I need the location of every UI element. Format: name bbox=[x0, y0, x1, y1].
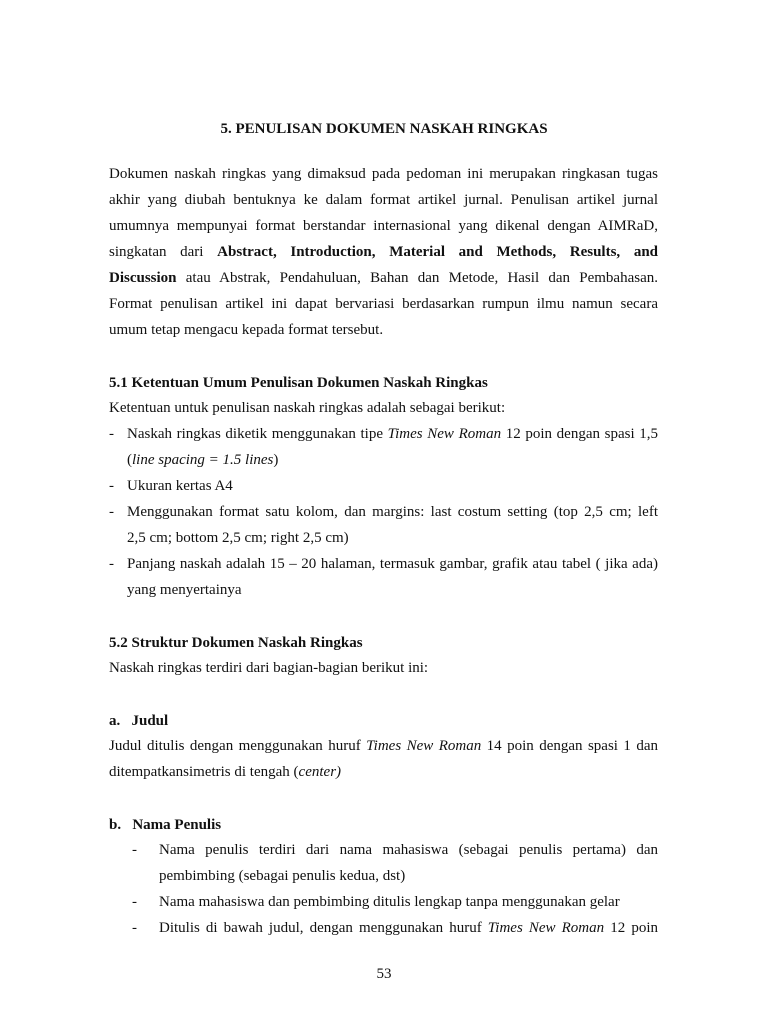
intro-line bbox=[109, 268, 658, 288]
bullet-dash: - bbox=[132, 894, 137, 910]
intro-line: umum tetap mengacu kepada format tersebut. bbox=[109, 322, 384, 338]
list-item-continuation: yang menyertainya bbox=[127, 582, 242, 598]
list-item bbox=[159, 918, 658, 938]
subsection-heading-nama-penulis: b. Nama Penulis bbox=[109, 817, 222, 833]
list-item-continuation: pembimbing (sebagai penulis kedua, dst) bbox=[159, 868, 406, 884]
font-name: Times New Roman bbox=[387, 426, 502, 442]
judul-line bbox=[109, 762, 341, 782]
center-text: center) bbox=[298, 764, 342, 780]
intro-text: atau Abstrak, Pendahuluan, Bahan dan Metode, Hasil dan Pembahasan. bbox=[176, 270, 658, 286]
list-item: Nama penulis terdiri dari nama mahasiswa (sebagai penulis pertama) dan bbox=[159, 842, 658, 858]
judul-line bbox=[109, 736, 658, 756]
list-item bbox=[127, 424, 658, 444]
intro-line: akhir yang diubah bentuknya ke dalam format artikel jurnal. Penulisan artikel jurnal bbox=[109, 192, 658, 208]
section-51-lead: Ketentuan untuk penulisan naskah ringkas adalah sebagai berikut: bbox=[109, 400, 506, 416]
list-item-text: Naskah ringkas diketik menggunakan tipe bbox=[127, 426, 388, 442]
font-name: Times New Roman bbox=[487, 920, 605, 936]
list-item: Nama mahasiswa dan pembimbing ditulis lengkap tanpa menggunakan gelar bbox=[159, 894, 620, 910]
section-52-lead: Naskah ringkas terdiri dari bagian-bagian berikut ini: bbox=[109, 660, 429, 676]
bullet-dash: - bbox=[109, 504, 114, 520]
paren: ( bbox=[127, 452, 132, 468]
list-item-text: 12 poin bbox=[604, 920, 658, 936]
section-52-heading: 5.2 Struktur Dokumen Naskah Ringkas bbox=[109, 635, 363, 651]
line-spacing-text: line spacing = 1.5 lines bbox=[132, 452, 274, 468]
bullet-dash: - bbox=[132, 842, 137, 858]
subsection-heading-judul: a. Judul bbox=[109, 713, 169, 729]
aimrad-expansion: Abstract, Introduction, Material and Methods, Results, and bbox=[217, 244, 659, 260]
intro-line: umumnya mempunyai format berstandar internasional yang dikenal dengan AIMRaD, bbox=[109, 218, 658, 234]
list-item: Menggunakan format satu kolom, dan margins: last costum setting (top 2,5 cm; left bbox=[127, 504, 658, 520]
list-item-text: Ditulis di bawah judul, dengan menggunakan huruf bbox=[159, 920, 488, 936]
intro-line: Dokumen naskah ringkas yang dimaksud pada pedoman ini merupakan ringkasan tugas bbox=[109, 166, 658, 182]
intro-line: Format penulisan artikel ini dapat bervariasi berdasarkan rumpun ilmu namun secara bbox=[109, 296, 658, 312]
intro-line bbox=[109, 242, 658, 262]
font-name: Times New Roman bbox=[366, 738, 482, 754]
paren: ) bbox=[273, 452, 279, 468]
list-item: Ukuran kertas A4 bbox=[127, 478, 233, 494]
list-item-continuation bbox=[127, 450, 278, 470]
page-number: 53 bbox=[376, 966, 392, 982]
list-item: Panjang naskah adalah 15 – 20 halaman, termasuk gambar, grafik atau tabel ( jika ada) bbox=[127, 556, 658, 572]
list-item-continuation: 2,5 cm; bottom 2,5 cm; right 2,5 cm) bbox=[127, 530, 349, 546]
judul-text: Judul ditulis dengan menggunakan huruf bbox=[109, 738, 367, 754]
bullet-dash: - bbox=[109, 556, 114, 572]
intro-text: singkatan dari bbox=[109, 244, 218, 260]
bullet-dash: - bbox=[109, 478, 114, 494]
bullet-dash: - bbox=[132, 920, 137, 936]
judul-text: ditempatkansimetris di tengah ( bbox=[109, 764, 299, 780]
section-51-heading: 5.1 Ketentuan Umum Penulisan Dokumen Naskah Ringkas bbox=[109, 375, 488, 391]
judul-text: 14 poin dengan spasi 1 dan bbox=[481, 738, 658, 754]
list-item-text: 12 poin dengan spasi 1,5 bbox=[501, 426, 658, 442]
page-title: 5. PENULISAN DOKUMEN NASKAH RINGKAS bbox=[220, 121, 548, 137]
bullet-dash: - bbox=[109, 426, 114, 442]
aimrad-discussion: Discussion bbox=[109, 270, 177, 286]
